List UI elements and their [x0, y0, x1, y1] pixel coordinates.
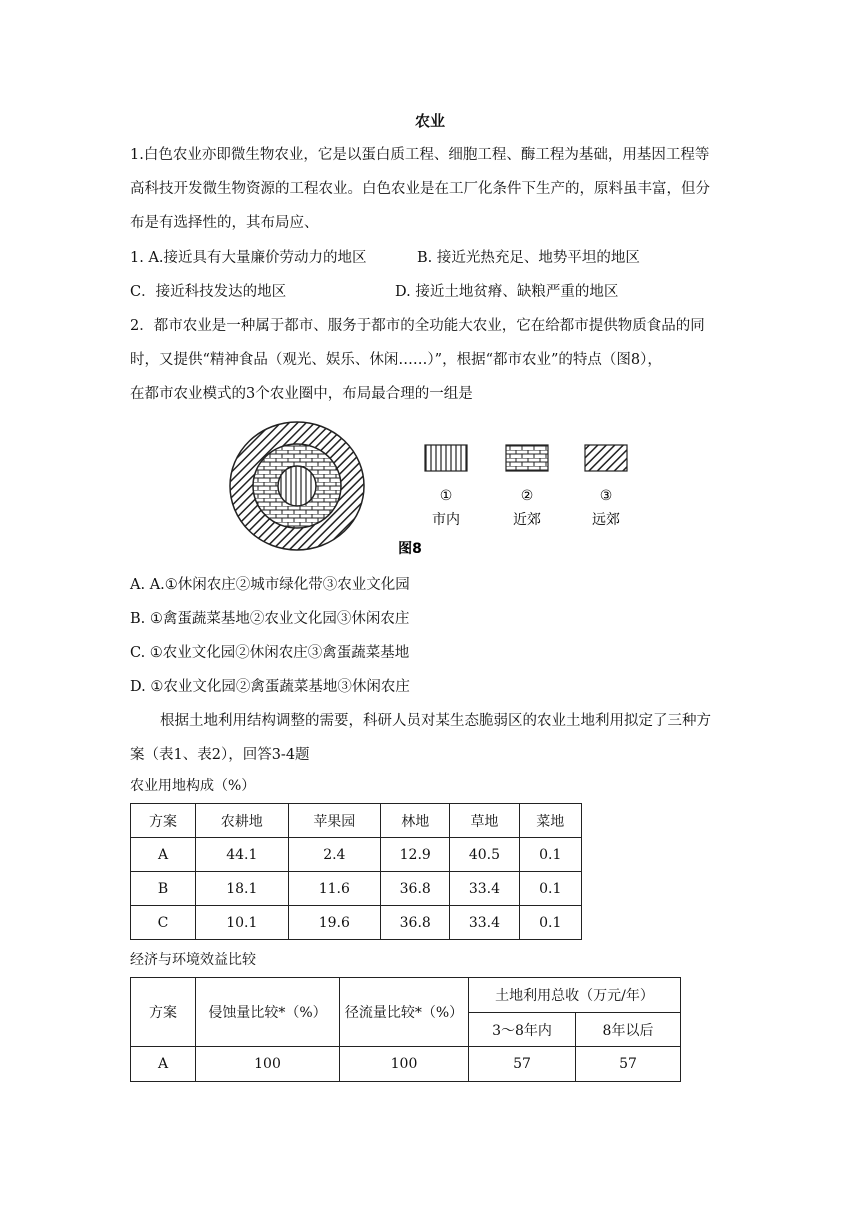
table-cell: A — [131, 1047, 196, 1082]
table-cell: 44.1 — [196, 838, 289, 872]
table1-header: 草地 — [450, 804, 519, 838]
table-row — [131, 1047, 681, 1082]
table2-header-sub1: 3～8年内 — [469, 1013, 576, 1047]
inner-ring-city — [278, 466, 316, 506]
table2-caption: 经济与环境效益比较 — [130, 952, 256, 968]
table-cell: 57 — [576, 1047, 681, 1082]
table-cell: 40.5 — [450, 838, 519, 872]
table-cell: 2.4 — [288, 838, 381, 872]
table-cell: C — [131, 906, 196, 940]
table-cell: 12.9 — [381, 838, 450, 872]
q1-option-c: C．接近科技发达的地区 — [130, 284, 287, 300]
q2-stem-line-3: 在都市农业模式的3个农业圈中，布局最合理的一组是 — [130, 386, 473, 402]
table-cell: 18.1 — [196, 872, 289, 906]
table-cell: 57 — [469, 1047, 576, 1082]
legend-box-near — [506, 445, 548, 471]
table-cell: 10.1 — [196, 906, 289, 940]
q2-option-a: A. A.①休闲农庄②城市绿化带③农业文化园 — [130, 577, 410, 593]
table-cell: 0.1 — [519, 872, 581, 906]
figure-caption: 图8 — [398, 541, 422, 557]
table1-header-row — [131, 804, 582, 838]
q1-option-d: D. 接近土地贫瘠、缺粮严重的地区 — [395, 284, 619, 300]
q2-option-c: C. ①农业文化园②休闲农庄③禽蛋蔬菜基地 — [130, 645, 410, 661]
table2-header-row — [131, 978, 681, 1013]
legend-box-far — [585, 445, 627, 471]
q1-stem-line-1: 1.白色农业亦即微生物农业，它是以蛋白质工程、细胞工程、酶工程为基础，用基因工程等 — [130, 147, 710, 163]
q2-option-d: D. ①农业文化园②禽蛋蔬菜基地③休闲农庄 — [130, 679, 410, 695]
table-row — [131, 872, 582, 906]
table-cell: 0.1 — [519, 838, 581, 872]
legend-box-city — [425, 445, 467, 471]
legend-num-3: ③ — [599, 488, 613, 504]
table2-header-scheme: 方案 — [131, 978, 196, 1047]
table-cell: 0.1 — [519, 906, 581, 940]
page-title: 农业 — [414, 112, 445, 130]
table2-benefit-comparison — [130, 977, 681, 1082]
table1-header: 菜地 — [519, 804, 581, 838]
legend-label-near: 近郊 — [513, 512, 541, 528]
legend-label-city: 市内 — [432, 512, 460, 528]
q1-option-b: B. 接近光热充足、地势平坦的地区 — [417, 250, 640, 266]
table2-header-erosion: 侵蚀量比较*（%） — [196, 978, 340, 1047]
table1-header: 农耕地 — [196, 804, 289, 838]
table1-caption: 农业用地构成（%） — [130, 778, 256, 794]
q2-option-b: B. ①禽蛋蔬菜基地②农业文化园③休闲农庄 — [130, 611, 410, 627]
table1-header: 方案 — [131, 804, 196, 838]
table-row — [131, 838, 582, 872]
table-cell: 33.4 — [450, 872, 519, 906]
table2-header-sub2: 8年以后 — [576, 1013, 681, 1047]
table1-header: 苹果园 — [288, 804, 381, 838]
table2-header-runoff: 径流量比较*（%） — [340, 978, 469, 1047]
legend-num-1: ① — [439, 488, 453, 504]
table-cell: 100 — [196, 1047, 340, 1082]
table1-land-use — [130, 803, 582, 940]
table-cell: 36.8 — [381, 872, 450, 906]
q1-stem-line-2: 高科技开发微生物资源的工程农业。白色农业是在工厂化条件下生产的，原料虽丰富，但分 — [130, 181, 710, 197]
intro-line-1: 根据土地利用结构调整的需要，科研人员对某生态脆弱区的农业土地利用拟定了三种方 — [160, 713, 711, 729]
table-cell: 11.6 — [288, 872, 381, 906]
figure-8-svg — [225, 418, 645, 563]
legend-num-2: ② — [520, 488, 534, 504]
q2-stem-line-1: 2．都市农业是一种属于都市、服务于都市的全功能大农业，它在给都市提供物质食品的同 — [130, 318, 705, 334]
table-cell: B — [131, 872, 196, 906]
table-cell: 19.6 — [288, 906, 381, 940]
table2-header-income: 土地利用总收（万元/年） — [469, 978, 681, 1013]
legend-label-far: 远郊 — [592, 512, 620, 528]
figure-8 — [225, 418, 645, 563]
table-cell: 36.8 — [381, 906, 450, 940]
table1-header: 林地 — [381, 804, 450, 838]
table-row — [131, 906, 582, 940]
q2-stem-line-2: 时，又提供“精神食品（观光、娱乐、休闲……）”，根据“都市农业”的特点（图8）， — [130, 352, 662, 368]
q1-option-a: 1. A.接近具有大量廉价劳动力的地区 — [130, 250, 367, 266]
q1-stem-line-3: 布是有选择性的，其布局应、 — [130, 215, 319, 231]
table-cell: 33.4 — [450, 906, 519, 940]
table-cell: A — [131, 838, 196, 872]
table-cell: 100 — [340, 1047, 469, 1082]
intro-line-2: 案（表1、表2），回答3-4题 — [130, 747, 310, 763]
